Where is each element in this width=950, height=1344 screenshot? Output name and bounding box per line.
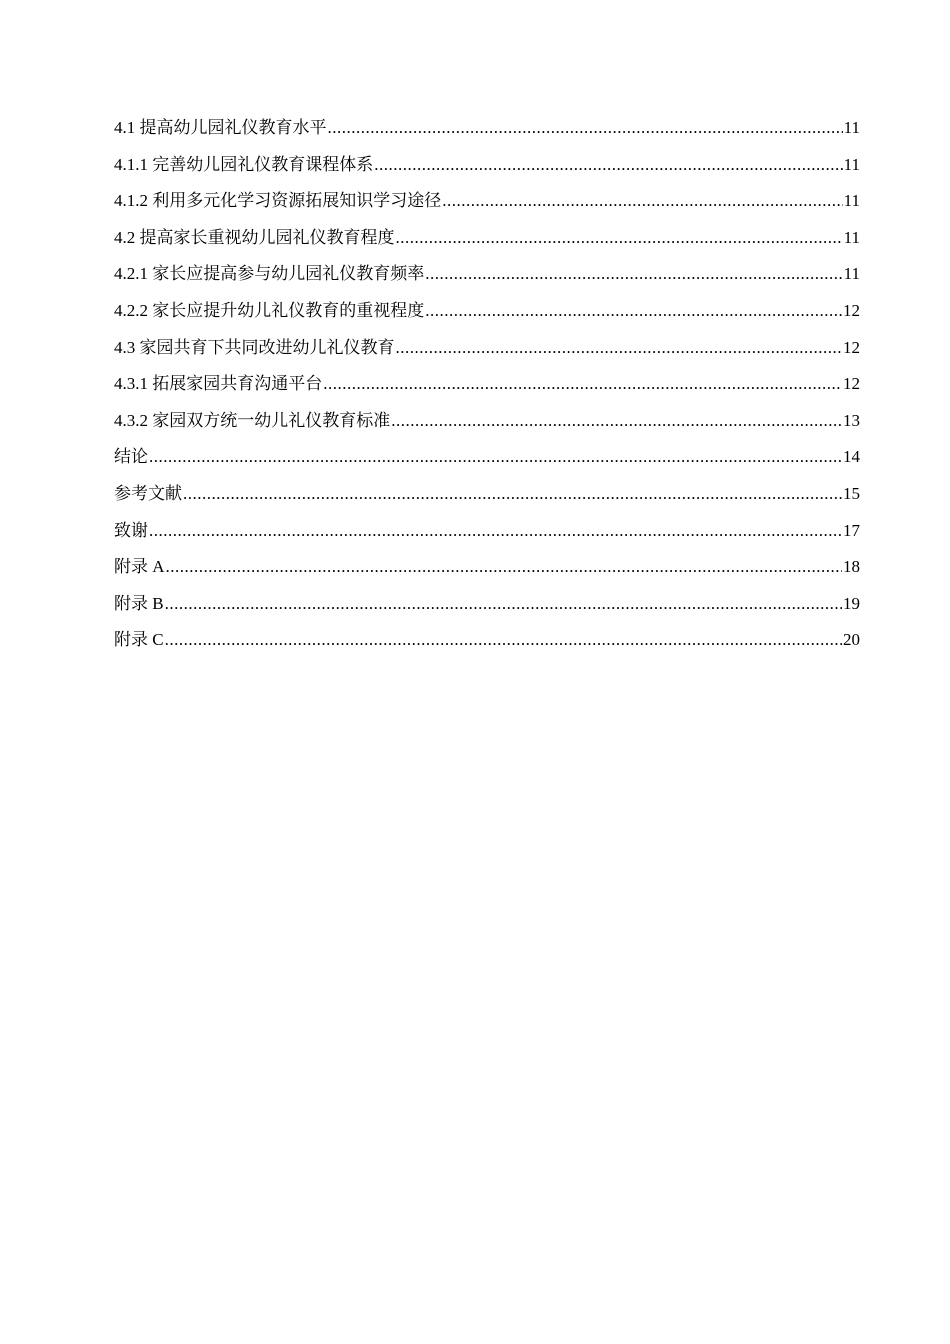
toc-entry-title: 结论 — [114, 447, 148, 467]
toc-entry-title: 4.2.1 家长应提高参与幼儿园礼仪教育频率 — [114, 264, 425, 284]
toc-entry-page-number: 17 — [843, 520, 860, 540]
toc-entry-page-number: 11 — [843, 118, 860, 137]
toc-entry-page-number: 19 — [843, 593, 860, 613]
toc-entry-page-number: 18 — [843, 557, 860, 577]
toc-entry[interactable] — [114, 147, 860, 184]
toc-dot-leader — [425, 293, 842, 330]
toc-entry[interactable] — [114, 256, 860, 293]
toc-entry-title: 致谢 — [114, 520, 148, 540]
toc-dot-leader — [425, 256, 842, 293]
toc-dot-leader — [165, 622, 842, 659]
toc-entry-page-number: 20 — [843, 630, 860, 650]
toc-entry-title: 4.1.1 完善幼儿园礼仪教育课程体系 — [114, 154, 374, 174]
toc-entry[interactable] — [114, 586, 860, 623]
toc-dot-leader — [183, 476, 842, 513]
toc-entry-page-number: 11 — [843, 154, 860, 174]
toc-entry[interactable] — [114, 183, 860, 220]
toc-dot-leader — [149, 513, 842, 550]
toc-dot-leader — [328, 110, 843, 147]
toc-entry[interactable] — [114, 549, 860, 586]
toc-dot-leader — [391, 403, 842, 440]
toc-entry-page-number: 12 — [843, 300, 860, 320]
toc-entry[interactable] — [114, 330, 860, 367]
toc-entry-title: 4.2 提高家长重视幼儿园礼仪教育程度 — [114, 227, 395, 247]
toc-dot-leader — [149, 439, 842, 476]
toc-entry[interactable] — [114, 220, 860, 257]
toc-entry-page-number: 15 — [843, 483, 860, 503]
toc-entry-title: 4.3.1 拓展家园共育沟通平台 — [114, 374, 323, 394]
toc-entry-page-number: 12 — [843, 337, 860, 357]
toc-entry[interactable] — [114, 439, 860, 476]
toc-dot-leader — [442, 183, 842, 220]
toc-entry-title: 参考文献 — [114, 483, 182, 503]
toc-entry-title: 附录 C — [114, 630, 164, 650]
toc-dot-leader — [374, 147, 842, 184]
toc-entry-page-number: 11 — [843, 264, 860, 284]
toc-entry-title: 4.3 家园共育下共同改进幼儿礼仪教育 — [114, 337, 395, 357]
toc-entry-title: 4.1.2 利用多元化学习资源拓展知识学习途径 — [114, 191, 442, 211]
toc-entry-title: 4.2.2 家长应提升幼儿礼仪教育的重视程度 — [114, 300, 425, 320]
toc-entry[interactable] — [114, 110, 860, 147]
toc-entry-title: 4.1 提高幼儿园礼仪教育水平 — [114, 118, 327, 137]
toc-entry[interactable] — [114, 476, 860, 513]
toc-dot-leader — [396, 330, 843, 367]
toc-entry-page-number: 11 — [843, 191, 860, 211]
toc-entry-title: 附录 B — [114, 593, 164, 613]
toc-entry[interactable] — [114, 513, 860, 550]
toc-entry[interactable] — [114, 293, 860, 330]
toc-entry[interactable] — [114, 622, 860, 659]
toc-entry-page-number: 14 — [843, 447, 860, 467]
toc-dot-leader — [165, 586, 842, 623]
table-of-contents — [114, 110, 860, 659]
toc-entry-page-number: 11 — [843, 227, 860, 247]
toc-dot-leader — [166, 549, 842, 586]
toc-entry-page-number: 13 — [843, 410, 860, 430]
toc-entry[interactable] — [114, 403, 860, 440]
toc-dot-leader — [323, 366, 842, 403]
toc-entry-page-number: 12 — [843, 374, 860, 394]
toc-dot-leader — [396, 220, 843, 257]
toc-entry-title: 4.3.2 家园双方统一幼儿礼仪教育标准 — [114, 410, 391, 430]
toc-entry[interactable] — [114, 366, 860, 403]
toc-entry-title: 附录 A — [114, 557, 165, 577]
